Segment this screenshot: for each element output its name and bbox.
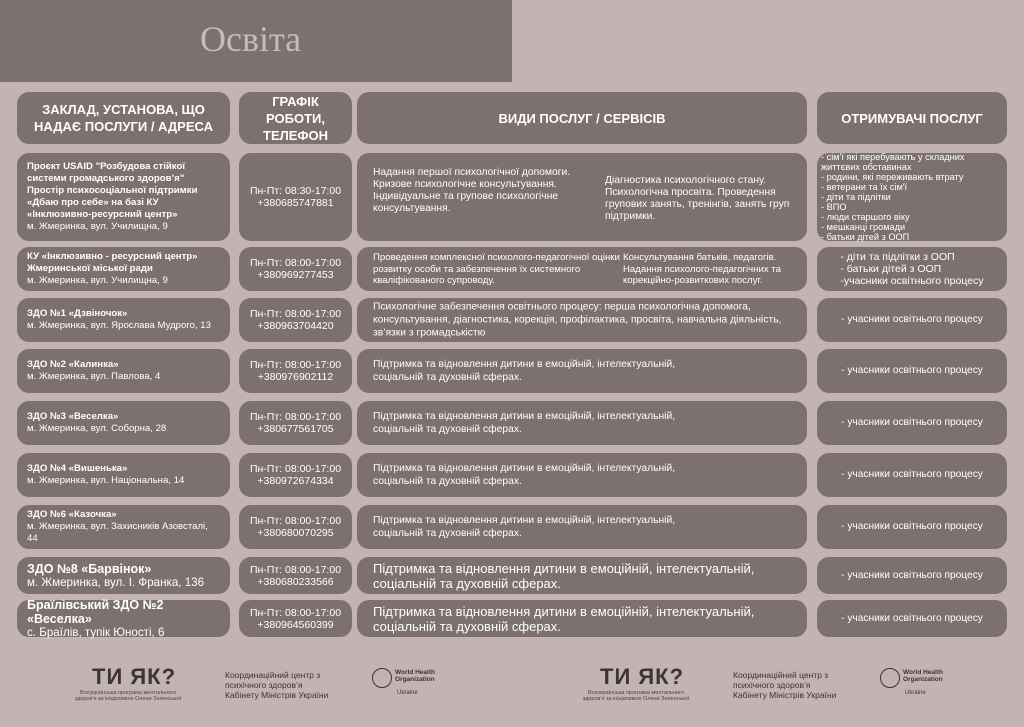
header-institution: ЗАКЛАД, УСТАНОВА, ЩО НАДАЄ ПОСЛУГИ / АДРЕСА (17, 92, 230, 144)
page-title: Освіта (200, 19, 302, 59)
row-4-institution (17, 349, 230, 393)
phone-number: +380677561705 (257, 423, 334, 435)
phone-number: +380963704420 (257, 320, 334, 332)
working-hours: Пн-Пт: 08:00-17:00 (249, 411, 342, 423)
row-4-recipients (817, 349, 1007, 393)
institution-name: ЗДО №2 «Калинка» (27, 359, 119, 370)
institution-address: м. Жмеринка, вул. Національна, 14 (27, 475, 185, 486)
recipient-item: - родини, які переживають втрату (821, 172, 964, 182)
title-bar (0, 0, 512, 82)
institution-address: м. Жмеринка, вул. Захисників Азовсталі, 44 (27, 521, 208, 544)
row-4-services (357, 349, 807, 393)
institution-address: м. Жмеринка, вул. Соборна, 28 (27, 423, 167, 434)
recipient-item: - учасники освітнього процесу (841, 521, 983, 532)
row-5-recipients (817, 401, 1007, 445)
recipient-item: - ветерани та їх сім'ї (821, 182, 908, 192)
recipient-item: -учасники освітнього процесу (840, 275, 984, 287)
recipient-item: - мешканці громади (821, 222, 906, 232)
row-3-services (357, 298, 807, 342)
institution-address: м. Жмеринка, вул. Училищна, 9 (27, 221, 168, 232)
row-8-services (357, 557, 807, 594)
row-2-services (357, 247, 807, 291)
institution-name: Проєкт USAID "Розбудова стійкої системи громадського здоров’я" Простір психосоціальної підтримки «Дбаю про себе» на базі КУ «Інклюзивно-ресурсний центр» (27, 161, 198, 220)
recipient-item: - діти та підлітки (821, 192, 891, 202)
services-text: Підтримка та відновлення дитини в емоційній, інтелектуальній, соціальній та духовній сферах. (373, 463, 676, 487)
who-country: Ukraine (905, 690, 926, 696)
working-hours: Пн-Пт: 08:00-17:00 (249, 606, 342, 619)
working-hours: Пн-Пт: 08:30-17:00 (249, 185, 342, 197)
coordination-center-text: Координаційний центр з психічного здоров’я Кабінету Міністрів України (733, 670, 837, 700)
header-services: ВИДИ ПОСЛУГ / СЕРВІСІВ (357, 92, 807, 144)
recipient-item: - учасники освітнього процесу (841, 417, 983, 428)
services-text: Підтримка та відновлення дитини в емоційній, інтелектуальній, соціальній та духовній сферах. (373, 515, 676, 539)
row-8-institution (17, 557, 230, 594)
who-text: World Health Organization (395, 669, 435, 683)
institution-address: м. Жмеринка, вул. Ярослава Мудрого, 13 (27, 320, 211, 331)
row-3-schedule (239, 298, 352, 342)
row-7-services (357, 505, 807, 549)
services-text: Підтримка та відновлення дитини в емоційній, інтелектуальній, соціальній та духовній сферах. (373, 359, 676, 383)
row-9-schedule (239, 600, 352, 637)
recipient-item: - учасники освітнього процесу (841, 365, 983, 376)
working-hours: Пн-Пт: 08:00-17:00 (249, 515, 342, 527)
recipient-item: - учасники освітнього процесу (841, 469, 983, 480)
row-9-recipients (817, 600, 1007, 637)
institution-name: ЗДО №3 «Веселка» (27, 411, 119, 422)
services-text: Психологічне забезпечення освітнього процесу: перша психологічна допомога, консультування, діагностика, корекція, профілактика, просвіта, навчальна діяльність, зв’язки з громадськістю (373, 301, 782, 339)
working-hours: Пн-Пт: 08:00-17:00 (249, 257, 342, 269)
working-hours: Пн-Пт: 08:00-17:00 (249, 359, 342, 371)
services-text: Підтримка та відновлення дитини в емоційній, інтелектуальній, соціальній та духовній сферах. (373, 560, 755, 591)
services-text: Підтримка та відновлення дитини в емоційній, інтелектуальній, соціальній та духовній сферах. (373, 603, 755, 634)
phone-number: +380685747881 (257, 197, 334, 209)
row-3-recipients (817, 298, 1007, 342)
phone-number: +380976902112 (257, 371, 334, 383)
coordination-center-text: Координаційний центр з психічного здоров’я Кабінету Міністрів України (225, 670, 329, 700)
ty-yak-logo: ТИ ЯК? (600, 664, 685, 689)
row-9-services (357, 600, 807, 637)
phone-number: +380680070295 (257, 527, 334, 539)
recipient-item: - люди старшого віку (821, 212, 910, 222)
institution-name: ЗДО №4 «Вишенька» (27, 463, 128, 474)
who-emblem-icon (880, 668, 900, 688)
phone-number: +380969277453 (257, 269, 334, 281)
row-8-recipients (817, 557, 1007, 594)
institution-address: м. Жмеринка, вул. Училищна, 9 (27, 275, 168, 286)
recipient-item: - учасники освітнього процесу (841, 314, 983, 325)
institution-address: с. Браїлів, тупік Юності, 6 (27, 625, 165, 639)
institution-name: ЗДО №1 «Дзвіночок» (27, 308, 128, 319)
row-1-institution (17, 153, 230, 241)
institution-address: м. Жмеринка, вул. Павлова, 4 (27, 371, 161, 382)
institution-name: ЗДО №8 «Барвінок» (27, 561, 152, 576)
who-text: World Health Organization (903, 669, 943, 683)
working-hours: Пн-Пт: 08:00-17:00 (249, 308, 342, 320)
row-1-services (357, 153, 807, 241)
row-8-schedule (239, 557, 352, 594)
institution-name: ЗДО №6 «Казочка» (27, 509, 117, 520)
row-5-services (357, 401, 807, 445)
row-3-institution (17, 298, 230, 342)
row-6-schedule (239, 453, 352, 497)
recipient-item: - учасники освітнього процесу (841, 569, 983, 581)
recipient-item: - ВПО (821, 202, 847, 212)
recipient-item: - учасники освітнього процесу (841, 612, 983, 624)
services-left: Проведення комплексної психолого-педагогічної оцінки розвитку особи та забезпечення їх системного кваліфікованого супроводу. (373, 252, 620, 286)
row-2-institution (17, 247, 230, 291)
row-2-recipients (817, 247, 1007, 291)
services-right: Діагностика психологічного стану. Психологічна просвіта. Проведення групових занять, тренінгів, занять груп підтримки. (605, 175, 790, 222)
row-1-recipients (817, 153, 1007, 241)
row-6-services (357, 453, 807, 497)
institution-name: Браїлівський ЗДО №2 «Веселка» (27, 597, 164, 626)
row-1-schedule (239, 153, 352, 241)
working-hours: Пн-Пт: 08:00-17:00 (249, 463, 342, 475)
header-schedule: ГРАФІК РОБОТИ, ТЕЛЕФОН (239, 92, 352, 144)
working-hours: Пн-Пт: 08:00-17:00 (249, 563, 342, 576)
services-left: Надання першої психологічної допомоги. Кризове психологічне консультування. Індивідуальне та групове психологічне консультування. (373, 167, 571, 214)
institution-name: КУ «Інклюзивно - ресурсний центр» Жмеринської міської ради (27, 251, 198, 274)
ty-yak-logo-subtitle: Всеукраїнська програма ментального здоров'я за ініціативою Олени Зеленської (582, 690, 690, 702)
who-emblem-icon (372, 668, 392, 688)
header-recipients: ОТРИМУВАЧІ ПОСЛУГ (817, 92, 1007, 144)
row-7-schedule (239, 505, 352, 549)
row-7-institution (17, 505, 230, 549)
row-5-schedule (239, 401, 352, 445)
ty-yak-logo-subtitle: Всеукраїнська програма ментального здоров'я за ініціативою Олени Зеленської (74, 690, 182, 702)
row-9-institution (17, 597, 230, 639)
recipient-item: - батьки дітей з ООП (821, 232, 910, 242)
recipient-item: - батьки дітей з ООП (840, 263, 942, 275)
phone-number: +380964560399 (257, 618, 334, 631)
row-7-recipients (817, 505, 1007, 549)
who-country: Ukraine (397, 690, 418, 696)
row-2-schedule (239, 247, 352, 291)
row-6-institution (17, 453, 230, 497)
row-5-institution (17, 401, 230, 445)
ty-yak-logo: ТИ ЯК? (92, 664, 177, 689)
recipient-item: - діти та підлітки з ООП (840, 251, 955, 263)
row-4-schedule (239, 349, 352, 393)
phone-number: +380680233566 (257, 575, 334, 588)
services-right: Консультування батьків, педагогів. Надання психолого-педагогічних та корекційно-розвиткових послуг. (623, 252, 781, 286)
phone-number: +380972674334 (257, 475, 334, 487)
recipient-item: - сім'ї які перебувають у складних життєвих обставинах (821, 152, 965, 172)
institution-address: м. Жмеринка, вул. І. Франка, 136 (27, 575, 205, 589)
services-text: Підтримка та відновлення дитини в емоційній, інтелектуальній, соціальній та духовній сферах. (373, 411, 676, 435)
row-6-recipients (817, 453, 1007, 497)
